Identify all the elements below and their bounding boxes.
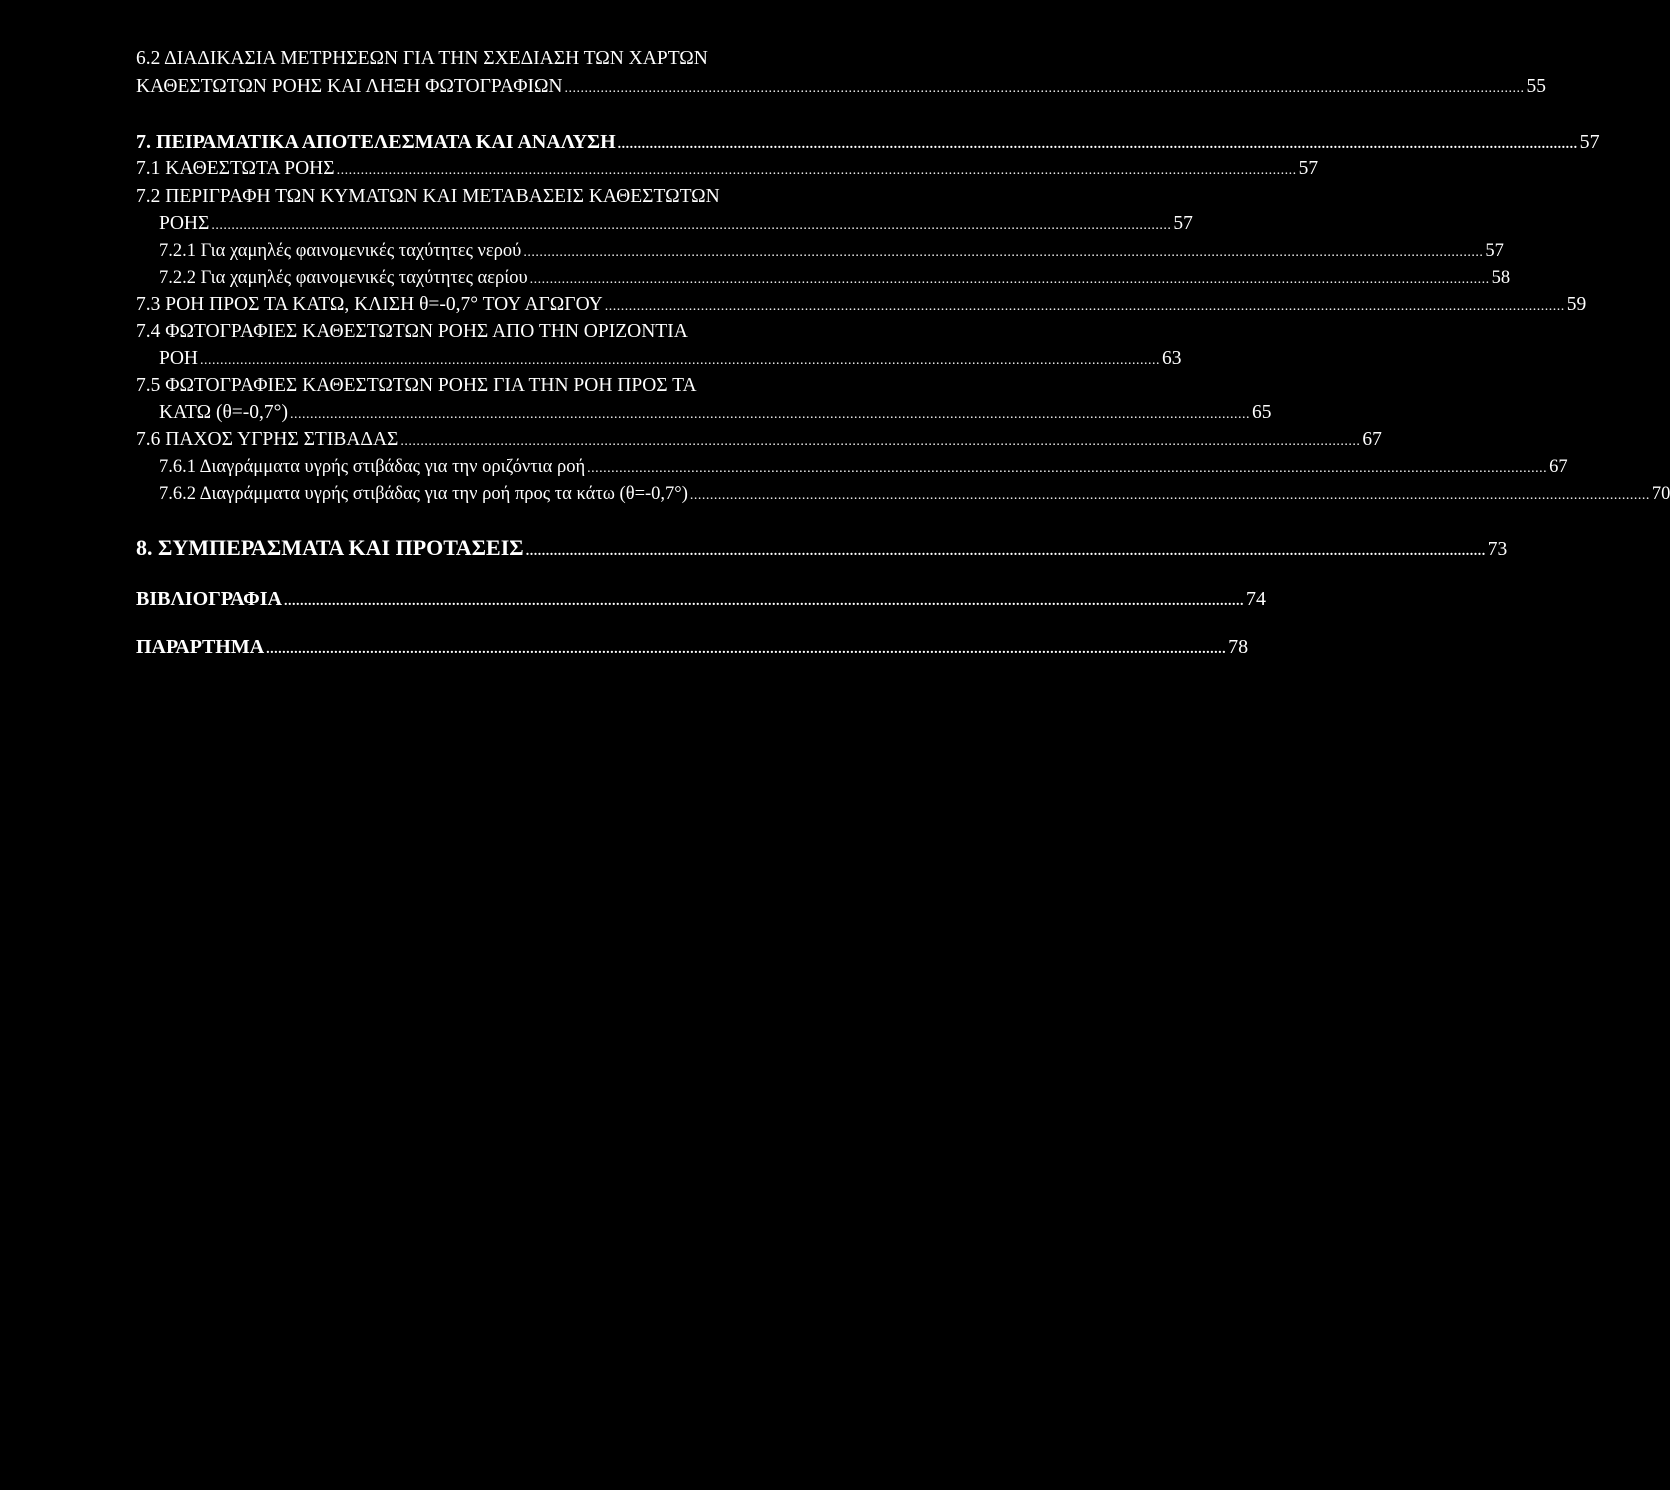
- toc-page-number: 63: [1162, 348, 1182, 369]
- toc-entry-7-2-2[interactable]: [159, 267, 1511, 291]
- toc-entry-label: ΚΑΘΕΣΤΩΤΩΝ ΡΟΗΣ ΚΑΙ ΛΗΞΗ ΦΩΤΟΓΡΑΦΙΩΝ: [136, 76, 563, 97]
- toc-leader-dots: ................................................................................................................................................................................................................................................: [400, 434, 1361, 449]
- toc-entry-label: ΒΙΒΛΙΟΓΡΑΦΙΑ: [136, 588, 282, 610]
- toc-entry-label: 7.6.2 Διαγράμματα υγρής στιβάδας για την ροή προς τα κάτω (θ=-0,7°): [159, 484, 688, 504]
- toc-entry-7-2-1[interactable]: [159, 240, 1504, 264]
- toc-entry-6-2[interactable]: [136, 76, 1547, 100]
- toc-leader-dots: ................................................................................................................................................................................................................................................: [564, 81, 1525, 96]
- toc-entry-label: ΡΟΗΣ: [159, 213, 210, 234]
- toc-leader-dots: ................................................................................................................................................................................................................................................: [523, 245, 1484, 260]
- toc-page-number: 57: [1485, 241, 1504, 261]
- toc-page-number: 70: [1651, 484, 1670, 504]
- toc-leader-dots: ................................................................................................................................................................................................................................................: [604, 299, 1565, 314]
- toc-leader-dots: ................................................................................................................................................................................................................................................: [200, 353, 1161, 368]
- toc-entry-label: 7. ΠΕΙΡΑΜΑΤΙΚΑ ΑΠΟΤΕΛΕΣΜΑΤΑ ΚΑΙ ΑΝΑΛΥΣΗ: [136, 131, 616, 153]
- toc-page-number: 74: [1245, 588, 1266, 610]
- toc-entry-7-6-1[interactable]: [159, 456, 1568, 480]
- toc-entry-label: ΠΑΡΑΡΤΗΜΑ: [136, 636, 265, 658]
- toc-entry-label: 7.1 ΚΑΘΕΣΤΩΤΑ ΡΟΗΣ: [136, 158, 335, 179]
- toc-entry-7[interactable]: [136, 131, 1600, 156]
- toc-page-number: 78: [1228, 636, 1249, 658]
- toc-entry-bibliography[interactable]: [136, 588, 1266, 613]
- toc-entry-7-6-2[interactable]: [159, 483, 1670, 507]
- toc-entry-7-2[interactable]: [159, 213, 1193, 237]
- toc-page-number: 57: [1298, 158, 1319, 179]
- toc-page-number: 55: [1526, 76, 1547, 97]
- toc-leader-dots: ................................................................................................................................................................................................................................................: [336, 163, 1297, 178]
- toc-entry-label: ΚΑΤΩ (θ=-0,7°): [159, 402, 288, 423]
- toc-entry-7-5[interactable]: [159, 402, 1272, 426]
- toc-page-number: 57: [1173, 213, 1193, 234]
- toc-leader-dots: ................................................................................................................................................................................................................................................: [587, 461, 1548, 476]
- toc-entry-label: 7.6 ΠΑΧΟΣ ΥΓΡΗΣ ΣΤΙΒΑΔΑΣ: [136, 429, 399, 450]
- toc-leader-dots: ................................................................................................................................................................................................................................................: [525, 544, 1486, 559]
- toc-page-number: 67: [1362, 429, 1382, 450]
- toc-entry-label: ΡΟΗ: [159, 348, 199, 369]
- toc-entry-8[interactable]: [136, 535, 1508, 563]
- toc-entry-7-2-line1: 7.2 ΠΕΡΙΓΡΑΦΗ ΤΩΝ ΚΥΜΑΤΩΝ ΚΑΙ ΜΕΤΑΒΑΣΕΙΣ ΚΑΘΕΣΤΩΤΩΝ: [136, 186, 720, 207]
- toc-page-number: 58: [1491, 268, 1511, 288]
- toc-entry-7-3[interactable]: [136, 294, 1587, 318]
- toc-leader-dots: ................................................................................................................................................................................................................................................: [529, 272, 1490, 287]
- toc-entry-appendix[interactable]: [136, 636, 1249, 661]
- toc-entry-label: 7.2.2 Για χαμηλές φαινομενικές ταχύτητες αερίου: [159, 268, 528, 288]
- toc-page-number: 59: [1566, 294, 1587, 315]
- toc-entry-7-5-line1: 7.5 ΦΩΤΟΓΡΑΦΙΕΣ ΚΑΘΕΣΤΩΤΩΝ ΡΟΗΣ ΓΙΑ ΤΗΝ ΡΟΗ ΠΡΟΣ ΤΑ: [136, 375, 697, 396]
- toc-entry-label: 8. ΣΥΜΠΕΡΑΣΜΑΤΑ ΚΑΙ ΠΡΟΤΑΣΕΙΣ: [136, 535, 524, 560]
- toc-leader-dots: ................................................................................................................................................................................................................................................: [289, 407, 1250, 422]
- toc-leader-dots: ................................................................................................................................................................................................................................................: [617, 137, 1578, 152]
- toc-page-number: 57: [1579, 131, 1600, 153]
- toc-page-number: 65: [1251, 402, 1272, 423]
- toc-leader-dots: ................................................................................................................................................................................................................................................: [211, 218, 1172, 233]
- toc-entry-label: 7.3 ΡΟΗ ΠΡΟΣ ΤΑ ΚΑΤΩ, ΚΛΙΣΗ θ=-0,7° ΤΟΥ ΑΓΩΓΟΥ: [136, 294, 603, 315]
- toc-leader-dots: ................................................................................................................................................................................................................................................: [283, 594, 1244, 609]
- toc-entry-7-4[interactable]: [159, 348, 1182, 372]
- toc-leader-dots: ................................................................................................................................................................................................................................................: [689, 488, 1650, 503]
- toc-leader-dots: ................................................................................................................................................................................................................................................: [266, 642, 1227, 657]
- toc-entry-label: 7.2.1 Για χαμηλές φαινομενικές ταχύτητες νερού: [159, 241, 522, 261]
- toc-entry-7-6[interactable]: [136, 429, 1382, 453]
- toc-entry-label: 7.6.1 Διαγράμματα υγρής στιβάδας για την οριζόντια ροή: [159, 457, 586, 477]
- toc-page-number: 73: [1487, 539, 1508, 560]
- toc-page-number: 67: [1549, 457, 1568, 477]
- toc-entry-7-1[interactable]: [136, 158, 1319, 182]
- toc-entry-7-4-line1: 7.4 ΦΩΤΟΓΡΑΦΙΕΣ ΚΑΘΕΣΤΩΤΩΝ ΡΟΗΣ ΑΠΟ ΤΗΝ ΟΡΙΖΟΝΤΙΑ: [136, 321, 688, 342]
- toc-entry-6-2-line1: 6.2 ΔΙΑΔΙΚΑΣΙΑ ΜΕΤΡΗΣΕΩΝ ΓΙΑ ΤΗΝ ΣΧΕΔΙΑΣΗ ΤΩΝ ΧΑΡΤΩΝ: [136, 48, 708, 69]
